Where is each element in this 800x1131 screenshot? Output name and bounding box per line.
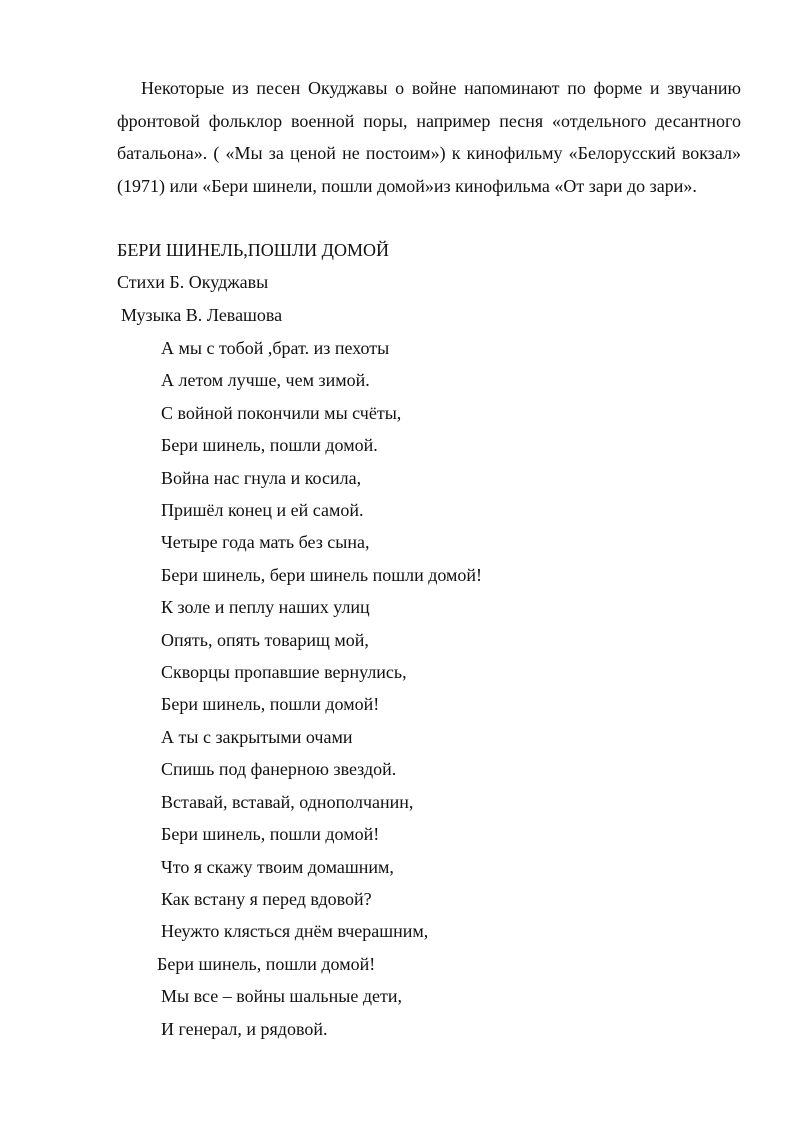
poem-line: Скворцы пропавшие вернулись, xyxy=(161,662,407,683)
music-credit: Музыка В. Левашова xyxy=(121,305,283,325)
poem-line: Спишь под фанерною звездой. xyxy=(161,759,397,780)
song-title: БЕРИ ШИНЕЛЬ,ПОШЛИ ДОМОЙ xyxy=(117,240,389,260)
poem-line: Неужто клясться днём вчерашним, xyxy=(161,921,429,942)
poem-line: А ты с закрытыми очами xyxy=(161,726,353,747)
poem-line: Бери шинель, пошли домой! xyxy=(161,694,380,715)
poem-line: К золе и пеплу наших улиц xyxy=(161,597,370,618)
poem-line: Вставай, вставай, однополчанин, xyxy=(161,791,414,812)
poem-line: С войной покончили мы счёты, xyxy=(161,402,402,423)
poem-line: Что я скажу твоим домашним, xyxy=(161,856,394,877)
poem-line: Как встану я перед вдовой? xyxy=(161,888,372,909)
poem-line: А мы с тобой ,брат. из пехоты xyxy=(161,338,390,358)
poem-line: А летом лучше, чем зимой. xyxy=(161,370,370,391)
poem-line: Четыре года мать без сына, xyxy=(161,532,370,553)
poem-line: Бери шинель, бери шинель пошли домой! xyxy=(161,564,483,585)
poem-line: Бери шинель, пошли домой! xyxy=(161,824,380,845)
lyrics-credit: Стихи Б. Окуджавы xyxy=(117,272,269,292)
poem-line: И генерал, и рядовой. xyxy=(161,1018,328,1039)
poem-line: Мы все – войны шальные дети, xyxy=(161,986,402,1007)
poem-line: Пришёл конец и ей самой. xyxy=(161,500,364,521)
poem-line: Опять, опять товарищ мой, xyxy=(161,629,369,650)
poem-line: Бери шинель, пошли домой. xyxy=(161,435,378,456)
intro-paragraph: Некоторые из песен Окуджавы о войне напоминают по форме и звучанию фронтовой фольклор военной поры, например песня «отдельного десантного батальона». ( «Мы за ценой не постоим») к кинофильму «Белорусский вокзал» (1971) или «Бери шинели, пошли домой»из кинофильма «От зари до зари». xyxy=(117,78,741,196)
poem-line: Бери шинель, пошли домой! xyxy=(157,953,376,974)
poem-lines xyxy=(157,332,483,1045)
poem-line: Война нас гнула и косила, xyxy=(161,467,362,488)
